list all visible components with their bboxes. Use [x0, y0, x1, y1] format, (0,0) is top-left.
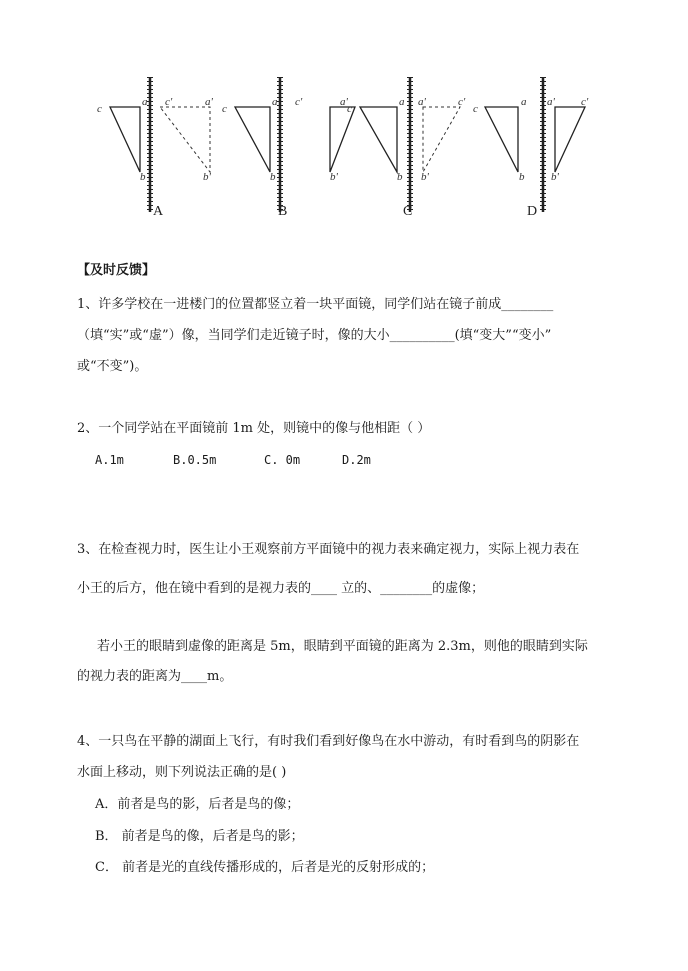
label-c-prime: c'	[581, 96, 589, 108]
label-b-prime: b'	[421, 171, 429, 183]
object-triangle	[485, 107, 518, 172]
label-b-prime: b'	[551, 171, 559, 183]
label-a-prime: a'	[418, 96, 426, 108]
label-b: b	[140, 171, 146, 183]
q2-stem: 2、一个同学站在平面镜前 1m 处，则镜中的像与他相距（ ）	[77, 421, 431, 436]
caption-c: C	[403, 204, 413, 219]
image-triangle	[160, 107, 210, 172]
caption-a: A	[153, 204, 164, 219]
object-triangle	[235, 107, 270, 172]
label-a-prime: a'	[547, 96, 555, 108]
diagram-c	[347, 77, 466, 219]
label-a: a	[142, 96, 148, 108]
object-triangle	[360, 107, 397, 172]
q3-line1: 3、在检查视力时，医生让小王观察前方平面镜中的视力表来确定视力，实际上视力表在	[77, 542, 580, 557]
q2-option-a: A.1m	[95, 453, 124, 467]
q4-line2: 水面上移动，则下列说法正确的是( )	[77, 765, 287, 780]
label-a: a	[521, 96, 527, 108]
label-c: c	[97, 103, 102, 115]
caption-d: D	[527, 204, 538, 219]
label-a: a	[399, 96, 405, 108]
label-c: c	[473, 103, 478, 115]
label-a: a	[272, 96, 278, 108]
object-triangle	[110, 107, 140, 172]
q2-option-d: D.2m	[342, 453, 371, 467]
label-b-prime: b'	[330, 171, 338, 183]
q3-line3: 若小王的眼睛到虚像的距离是 5m，眼睛到平面镜的距离为 2.3m，则他的眼睛到实际	[97, 639, 588, 654]
q2-option-b: B.0.5m	[173, 453, 217, 467]
q1-line1: 1、许多学校在一进楼门的位置都竖立着一块平面镜，同学们站在镜子前成________	[77, 297, 554, 312]
mirror-image-figure	[85, 72, 625, 222]
q3-line2: 小王的后方，他在镜中看到的是视力表的____ 立的、________的虚像；	[77, 581, 485, 596]
label-c-prime: c'	[458, 96, 466, 108]
label-a-prime: a'	[340, 96, 348, 108]
diagram-a	[97, 77, 214, 219]
label-b: b	[270, 171, 276, 183]
q3-line4: 的视力表的距离为____m。	[77, 669, 233, 684]
label-c: c	[347, 103, 352, 115]
label-c: c	[222, 103, 227, 115]
label-b: b	[519, 171, 525, 183]
diagram-d	[473, 77, 589, 219]
label-b-prime: b'	[203, 171, 211, 183]
q4-option-b: B． 前者是鸟的像，后者是鸟的影；	[95, 829, 304, 844]
q4-option-c: C． 前者是光的直线传播形成的，后者是光的反射形成的；	[95, 860, 435, 875]
image-triangle	[423, 107, 460, 172]
q1-line3: 或“不变”)。	[77, 359, 148, 374]
label-c-prime: c'	[295, 96, 303, 108]
image-triangle	[330, 107, 355, 172]
q4-option-a: A．前者是鸟的影，后者是鸟的像；	[95, 797, 300, 812]
caption-b: B	[278, 204, 288, 219]
q2-option-c: C. 0m	[264, 453, 301, 467]
mirror-diagrams-svg	[85, 72, 625, 222]
q1-line2: （填“实”或“虚”）像，当同学们走近镜子时，像的大小__________(填“变大”“变小”	[77, 328, 552, 343]
label-c-prime: c'	[165, 96, 173, 108]
image-triangle	[555, 107, 585, 172]
label-b: b	[397, 171, 403, 183]
q4-line1: 4、一只鸟在平静的湖面上飞行，有时我们看到好像鸟在水中游动，有时看到鸟的阴影在	[77, 734, 580, 749]
label-a-prime: a'	[205, 96, 213, 108]
section-heading: 【及时反馈】	[77, 263, 156, 278]
diagram-b	[222, 77, 355, 219]
